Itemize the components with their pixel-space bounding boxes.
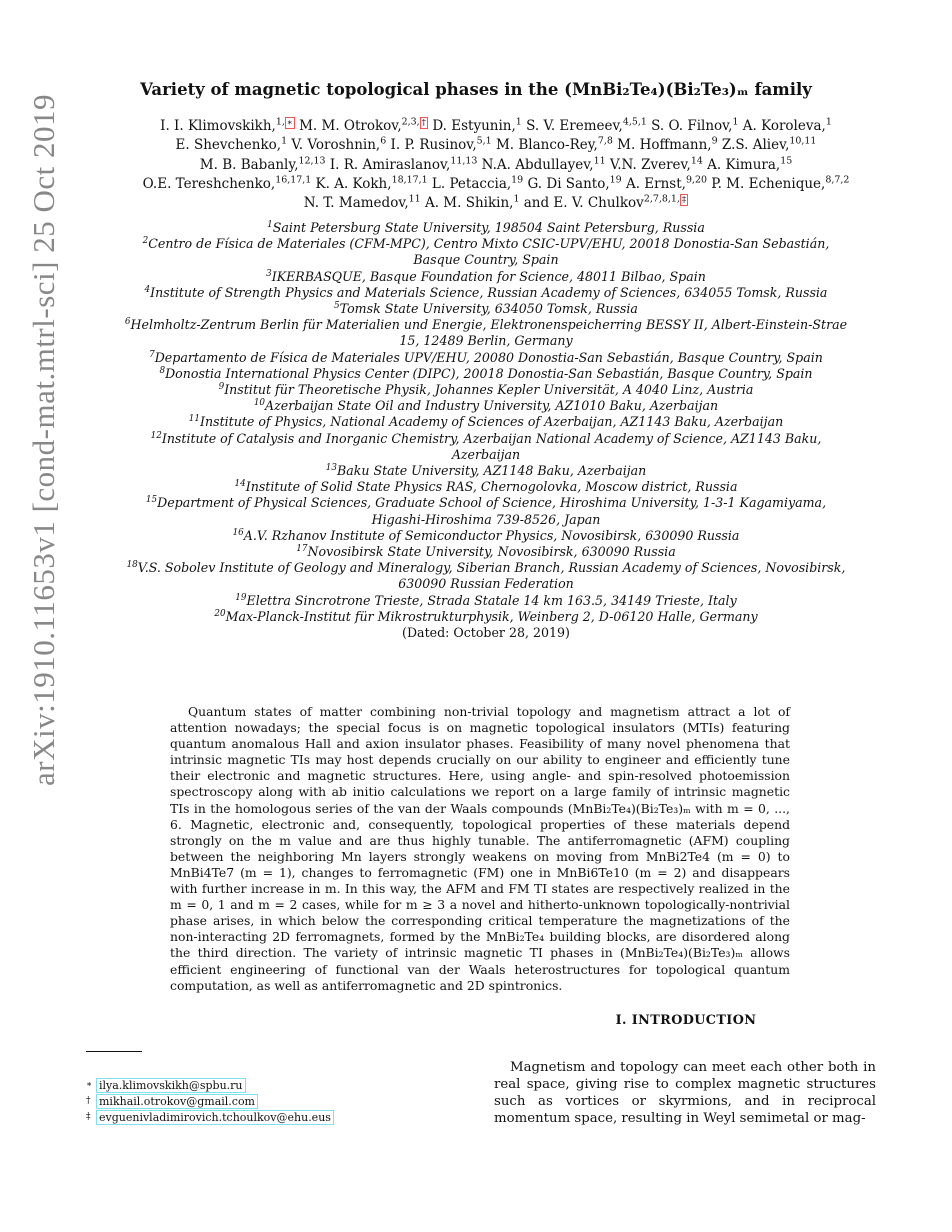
affiliation xyxy=(120,463,852,479)
date-line: (Dated: October 28, 2019) xyxy=(402,625,570,641)
affiliation-text: Baku State University, AZ1148 Baku, Azerbaijan xyxy=(336,463,647,479)
author xyxy=(496,137,613,153)
author-affiliation-index: 15 xyxy=(780,155,793,167)
author xyxy=(291,137,386,153)
author xyxy=(330,157,478,173)
author xyxy=(524,195,688,211)
footnote-link[interactable]: ∗ xyxy=(286,117,293,128)
author-name: N. T. Mamedov, xyxy=(303,195,409,212)
author xyxy=(304,195,421,211)
author-affiliation-index: 10,11 xyxy=(789,135,817,147)
author-affiliation-index: 1 xyxy=(732,116,739,128)
author-affiliation-index: 9 xyxy=(711,135,718,147)
affiliation-number: 16 xyxy=(232,527,244,538)
affiliation-text: Saint Petersburg State University, 198504 Saint Petersburg, Russia xyxy=(272,220,705,235)
author-affiliation-index: 11 xyxy=(593,155,606,167)
author-name: S. V. Eremeev, xyxy=(526,118,623,134)
affiliation-text: IKERBASQUE, Basque Foundation for Science, 48011 Bilbao, Spain xyxy=(271,268,706,284)
author xyxy=(299,118,428,134)
author xyxy=(176,137,288,153)
affiliation-number: 2 xyxy=(142,236,149,247)
affiliation-text: Department of Physical Sciences, Graduate School of Science, Hiroshima University, 1-3-1 Kagamiyama, Higashi-Hiroshima 739-8526, Japan xyxy=(157,495,827,527)
author-affiliation-index: 19 xyxy=(609,174,622,186)
affiliation-text: Departamento de Física de Materiales UPV/EHU, 20080 Donostia-San Sebastián, Basque Country, Spain xyxy=(154,349,823,365)
affiliation xyxy=(120,560,852,592)
affiliation-number: 19 xyxy=(235,592,247,603)
abstract: Quantum states of matter combining non-trivial topology and magnetism attract a lot of attention nowadays; the special focus is on magnetic topological insulators (MTIs) featuring quantum anomalous Hall and axion insulator phases. Feasibility of many novel phenomena that intrinsic magnetic TIs may host depends crucially on our ability to engineer and efficiently tune their electronic and magnetic structures. Here, using angle- and spin-resolved photoemission spectroscopy along with ab initio calculations we report on a large family of intrinsic magnetic TIs in the homologous series of the van der Waals compounds (MnBi₂Te₄)(Bi₂Te₃)ₘ with m = 0, ..., 6. Magnetic, electronic and, consequently, topological properties of these materials depend strongly on the m value and are thus highly tunable. The antiferromagnetic (AFM) coupling between the neighboring Mn layers strongly weakens on moving from MnBi2Te4 (m = 0) to MnBi4Te7 (m = 1), changes to ferromagnetic (FM) one in MnBi6Te10 (m = 2) and disappears with further increase in m. In this way, the AFM and FM TI states are respectively realized in the m = 0, 1 and m = 2 cases, while for m ≥ 3 a novel and hitherto-unknown topologically-nontrivial phase arises, in which below the corresponding critical temperature the magnetizations of the non-interacting 2D ferromagnets, formed by the MnBi₂Te₄ building blocks, are disordered along the third direction. The variety of intrinsic magnetic TI phases in (MnBi₂Te₄)(Bi₂Te₃)ₘ allows efficient engineering of functional van der Waals heterostructures for topological quantum computation, as well as antiferromagnetic and 2D spintronics. xyxy=(170,704,790,993)
affiliation-text: Institute of Solid State Physics RAS, Chernogolovka, Moscow district, Russia xyxy=(245,479,738,495)
paper-title: Variety of magnetic topological phases in the (MnBi₂Te₄)(Bi₂Te₃)ₘ family xyxy=(140,80,812,99)
arxiv-identifier-sidebar xyxy=(14,94,74,786)
author xyxy=(482,157,606,173)
author-affiliation-index: 1 xyxy=(513,193,520,205)
affiliation xyxy=(120,366,852,382)
affiliation-text: A.V. Rzhanov Institute of Semiconductor Physics, Novosibirsk, 630090 Russia xyxy=(243,527,740,543)
affiliation xyxy=(120,285,852,301)
affiliation-text: Helmholtz-Zentrum Berlin für Materialien und Energie, Elektronenspeicherring BESSY II, Albert-Einstein-Strae 15, 12489 Berlin, Germany xyxy=(130,317,848,349)
author-name: O.E. Tereshchenko, xyxy=(142,175,276,192)
footnote xyxy=(86,1110,466,1126)
author-affiliation-index: 1, xyxy=(275,116,285,128)
author xyxy=(617,137,717,153)
author xyxy=(160,118,295,134)
email-link[interactable]: evguenivladimirovich.tchoulkov@ehu.eus xyxy=(96,1110,334,1125)
email-link[interactable]: mikhail.otrokov@gmail.com xyxy=(96,1094,258,1109)
affiliation-text: Donostia International Physics Center (DIPC), 20018 Donostia-San Sebastián, Basque Country, Spain xyxy=(165,365,813,381)
author-list xyxy=(120,117,872,213)
affiliation-number: 12 xyxy=(150,430,162,441)
footnote-mark: ‡ xyxy=(86,1111,91,1122)
author xyxy=(722,137,817,153)
author-name: V.N. Zverev, xyxy=(609,156,691,173)
author-name: A. Kimura, xyxy=(707,156,781,173)
affiliation xyxy=(120,528,852,544)
author xyxy=(432,176,523,192)
author xyxy=(711,176,849,192)
author-affiliation-index: 1 xyxy=(515,116,522,128)
author xyxy=(316,176,428,192)
affiliation-text: V.S. Sobolev Institute of Geology and Mineralogy, Siberian Branch, Russian Academy of Sciences, Novosibirsk, 630090 Russian Federation xyxy=(137,560,846,592)
affiliation-number: 6 xyxy=(124,317,131,328)
author xyxy=(743,118,832,134)
affiliation xyxy=(120,414,852,430)
affiliation xyxy=(120,236,852,268)
affiliation-text: Institute of Catalysis and Inorganic Chemistry, Azerbaijan National Academy of Science, AZ1143 Baku, Azerbaijan xyxy=(161,430,822,462)
affiliation-text: Institut für Theoretische Physik, Johannes Kepler Universität, A 4040 Linz, Austria xyxy=(224,382,754,398)
author-name: S. O. Filnov, xyxy=(651,118,733,134)
footnote-mark: † xyxy=(86,1095,91,1106)
author-affiliation-index: 9,20 xyxy=(685,174,707,186)
affiliation-number: 7 xyxy=(149,349,155,360)
author-affiliation-index: 6 xyxy=(380,135,387,147)
affiliation-number: 1 xyxy=(267,219,273,230)
author xyxy=(200,157,326,173)
author-affiliation-index: 2,3, xyxy=(401,116,420,128)
author-name: N.A. Abdullayev, xyxy=(481,156,594,173)
affiliation-number: 20 xyxy=(214,608,226,619)
intro-paragraph: Magnetism and topology can meet each other both in real space, giving rise to complex magnetic structures such as vortices or skyrmions, and in reciprocal momentum space, resulting in Weyl semimetal or mag- xyxy=(494,1060,876,1126)
affiliation-number: 11 xyxy=(188,414,201,425)
affiliation-text: Institute of Physics, National Academy of Sciences of Azerbaijan, AZ1143 Baku, Azerbaijan xyxy=(200,414,784,430)
affiliation-number: 3 xyxy=(266,268,272,279)
author-affiliation-index: 1 xyxy=(825,116,832,128)
author-name: I. R. Amiraslanov, xyxy=(329,156,451,173)
author-name: L. Petaccia, xyxy=(431,175,512,192)
affiliation-text: Elettra Sincrotrone Trieste, Strada Statale 14 km 163.5, 34149 Trieste, Italy xyxy=(246,592,737,608)
author-name: K. A. Kokh, xyxy=(315,175,392,192)
affiliation xyxy=(120,350,852,366)
author xyxy=(391,137,492,153)
author xyxy=(526,118,647,134)
author-affiliation-index: 2,7,8,1, xyxy=(643,193,680,205)
affiliation xyxy=(120,382,852,398)
affiliation-text: Max-Planck-Institut für Mikrostrukturphysik, Weinberg 2, D-06120 Halle, Germany xyxy=(225,608,758,624)
author-name: V. Voroshnin, xyxy=(291,137,381,154)
author-affiliation-index: 7,8 xyxy=(597,135,613,147)
affiliation-number: 8 xyxy=(159,365,166,376)
author-affiliation-index: 12,13 xyxy=(298,155,326,167)
affiliation xyxy=(120,609,852,625)
author-affiliation-index: 11,13 xyxy=(450,155,478,167)
footnote-link[interactable]: ‡ xyxy=(681,194,687,205)
author-affiliation-index: 18,17,1 xyxy=(391,174,428,186)
affiliation xyxy=(120,398,852,414)
author-name: Z.S. Aliev, xyxy=(721,137,790,154)
author-name: A. Koroleva, xyxy=(742,118,826,134)
affiliation xyxy=(120,269,852,285)
author-name: M. B. Babanly, xyxy=(199,156,299,173)
affiliation xyxy=(120,431,852,463)
affiliation xyxy=(120,220,852,236)
author xyxy=(626,176,707,192)
footnote xyxy=(86,1078,466,1094)
author-affiliation-index: 11 xyxy=(408,193,421,205)
footnote-rule xyxy=(86,1051,142,1052)
affiliation-list xyxy=(120,220,852,641)
affiliation-text: Novosibirsk State University, Novosibirsk, 630090 Russia xyxy=(307,544,676,560)
affiliation xyxy=(120,544,852,560)
affiliation xyxy=(120,495,852,527)
affiliation-text: Tomsk State University, 634050 Tomsk, Russia xyxy=(339,301,638,317)
author-name: E. Shevchenko, xyxy=(175,137,282,154)
author-name: I. I. Klimovskikh, xyxy=(160,118,276,134)
author-name: M. Hoffmann, xyxy=(617,137,712,154)
author-affiliation-index: 16,17,1 xyxy=(275,174,312,186)
author-name: A. Ernst, xyxy=(625,175,686,192)
footnotes xyxy=(86,1078,466,1125)
arxiv-id: arXiv:1910.11653v1 [cond-mat.mtrl-sci] 25 Oct 2019 xyxy=(26,94,61,786)
affiliation-number: 14 xyxy=(234,479,246,490)
author-name: G. Di Santo, xyxy=(527,175,610,192)
footnote xyxy=(86,1094,466,1110)
author xyxy=(143,176,312,192)
affiliation-number: 5 xyxy=(334,300,340,311)
author-name: P. M. Echenique, xyxy=(711,175,826,192)
author-name: M. M. Otrokov, xyxy=(299,118,402,134)
author xyxy=(432,118,521,134)
author-name: M. Blanco-Rey, xyxy=(495,137,598,154)
affiliation xyxy=(120,301,852,317)
author-name: and E. V. Chulkov xyxy=(523,195,644,212)
author xyxy=(707,157,792,173)
affiliation-number: 17 xyxy=(296,543,308,554)
email-link[interactable]: ilya.klimovskikh@spbu.ru xyxy=(96,1078,246,1093)
affiliation xyxy=(120,593,852,609)
affiliation-text: Centro de Física de Materiales (CFM-MPC), Centro Mixto CSIC-UPV/EHU, 20018 Donostia-San Sebastián, Basque Country, Spain xyxy=(148,236,830,268)
author-name: I. P. Rusinov, xyxy=(390,137,477,154)
affiliation-number: 13 xyxy=(325,462,337,473)
author-affiliation-index: 4,5,1 xyxy=(622,116,647,128)
author-affiliation-index: 1 xyxy=(281,135,288,147)
author xyxy=(651,118,738,134)
affiliation-text: Azerbaijan State Oil and Industry University, AZ1010 Baku, Azerbaijan xyxy=(265,398,719,414)
author-affiliation-index: 5,1 xyxy=(476,135,492,147)
author xyxy=(527,176,621,192)
author xyxy=(610,157,703,173)
affiliation xyxy=(120,479,852,495)
author-name: D. Estyunin, xyxy=(432,118,516,134)
affiliation-number: 10 xyxy=(253,398,266,409)
affiliation-number: 18 xyxy=(126,560,138,571)
author-affiliation-index: 19 xyxy=(511,174,524,186)
author-name: A. M. Shikin, xyxy=(424,195,514,212)
footnote-mark: ∗ xyxy=(86,1080,93,1090)
author-affiliation-index: 8,7,2 xyxy=(825,174,850,186)
section-heading: I. INTRODUCTION xyxy=(615,1013,757,1028)
author xyxy=(425,195,520,211)
author-affiliation-index: 14 xyxy=(690,155,703,167)
affiliation xyxy=(120,317,852,349)
affiliation-number: 9 xyxy=(218,381,225,392)
affiliation-text: Institute of Strength Physics and Materials Science, Russian Academy of Sciences, 634055 Tomsk, Russia xyxy=(150,284,828,300)
affiliation-number: 4 xyxy=(144,284,151,295)
footnote-link[interactable]: † xyxy=(421,117,427,128)
affiliation-number: 15 xyxy=(145,495,158,506)
